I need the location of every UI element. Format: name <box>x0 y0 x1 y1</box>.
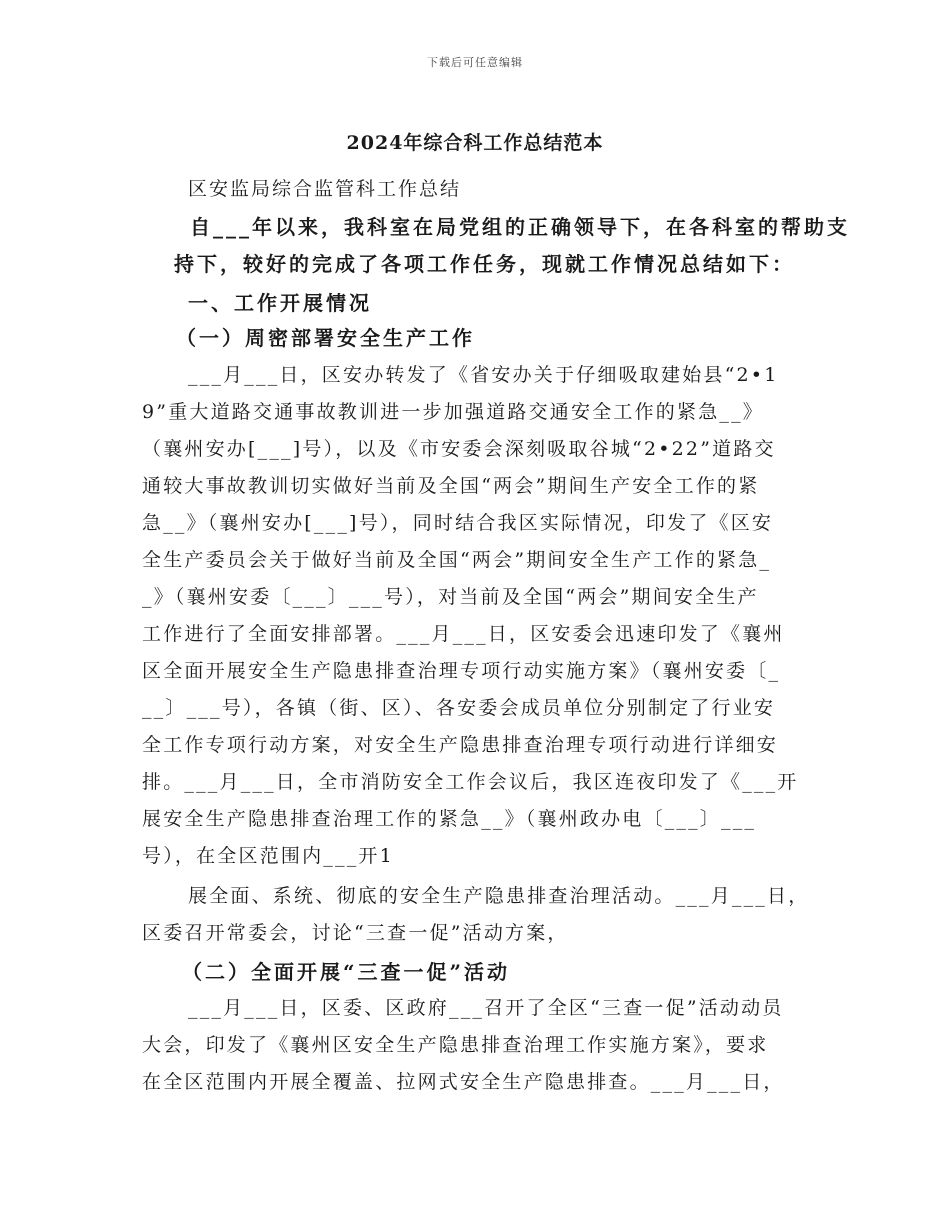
paragraph-2-line: 展全面、系统、彻底的安全生产隐患排查治理活动。___月___日， <box>188 885 810 907</box>
paragraph-1-line: 工作进行了全面安排部署。___月___日，区安委会迅速印发了《襄州 <box>142 623 785 645</box>
paragraph-1-line: 通较大事故教训切实做好当前及全国“两会”期间生产安全工作的紧 <box>142 475 760 497</box>
section-heading-1: 一、工作开展情况 <box>188 291 372 315</box>
paragraph-1-line: _》（襄州安委〔___〕___号），对当前及全国“两会”期间安全生产 <box>142 586 759 608</box>
intro-line-2: 持下，较好的完成了各项工作任务，现就工作情况总结如下： <box>174 252 795 276</box>
paragraph-1-line: 9”重大道路交通事故教训进一步加强道路交通安全工作的紧急__》 <box>142 401 765 423</box>
paragraph-1-line: __〕___号），各镇（街、区）、各安委会成员单位分别制定了行业安 <box>142 697 776 719</box>
paragraph-1-line: 排。___月___日，全市消防安全工作会议后，我区连夜印发了《___开 <box>142 771 799 793</box>
subsection-heading-2: （二）全面开展“三查一促”活动 <box>182 960 511 984</box>
header-note: 下载后可任意编辑 <box>427 56 523 69</box>
paragraph-1-line: 展安全生产隐患排查治理工作的紧急__》（襄州政办电〔___〕___ <box>142 808 757 830</box>
paragraph-3-line: 大会，印发了《襄州区安全生产隐患排查治理工作实施方案》，要求 <box>142 1034 769 1056</box>
paragraph-1-line: 区全面开展安全生产隐患排查治理专项行动实施方案》（襄州安委〔_ <box>142 660 781 682</box>
paragraph-1-line: （襄州安办[___]号），以及《市安委会深刻吸取谷城“2•22”道路交 <box>142 438 776 460</box>
paragraph-1-line: ___月___日，区安办转发了《省安办关于仔细吸取建始县“2•1 <box>188 364 779 386</box>
paragraph-1-line: 急__》（襄州安办[___]号），同时结合我区实际情况，印发了《区安 <box>142 512 774 534</box>
paragraph-1-line: 全工作专项行动方案，对安全生产隐患排查治理专项行动进行详细安 <box>142 734 779 756</box>
intro-line-1: 自___年以来，我科室在局党组的正确领导下，在各科室的帮助支 <box>190 215 850 239</box>
paragraph-3-line: 在全区范围内开展全覆盖、拉网式安全生产隐患排查。___月___日， <box>142 1071 785 1093</box>
document-subtitle: 区安监局综合监管科工作总结 <box>188 178 462 200</box>
paragraph-1-line: 全生产委员会关于做好当前及全国“两会”期间安全生产工作的紧急_ <box>142 549 772 571</box>
paragraph-1-line: 号），在全区范围内___开1 <box>142 845 394 867</box>
document-title: 2024年综合科工作总结范本 <box>346 132 604 154</box>
paragraph-2-line: 区委召开常委会，讨论“三查一促”活动方案， <box>142 922 569 944</box>
subsection-heading-1: （一）周密部署安全生产工作 <box>176 326 475 350</box>
paragraph-3-line: ___月___日，区委、区政府___召开了全区“三查一促”活动动员 <box>188 997 784 1019</box>
